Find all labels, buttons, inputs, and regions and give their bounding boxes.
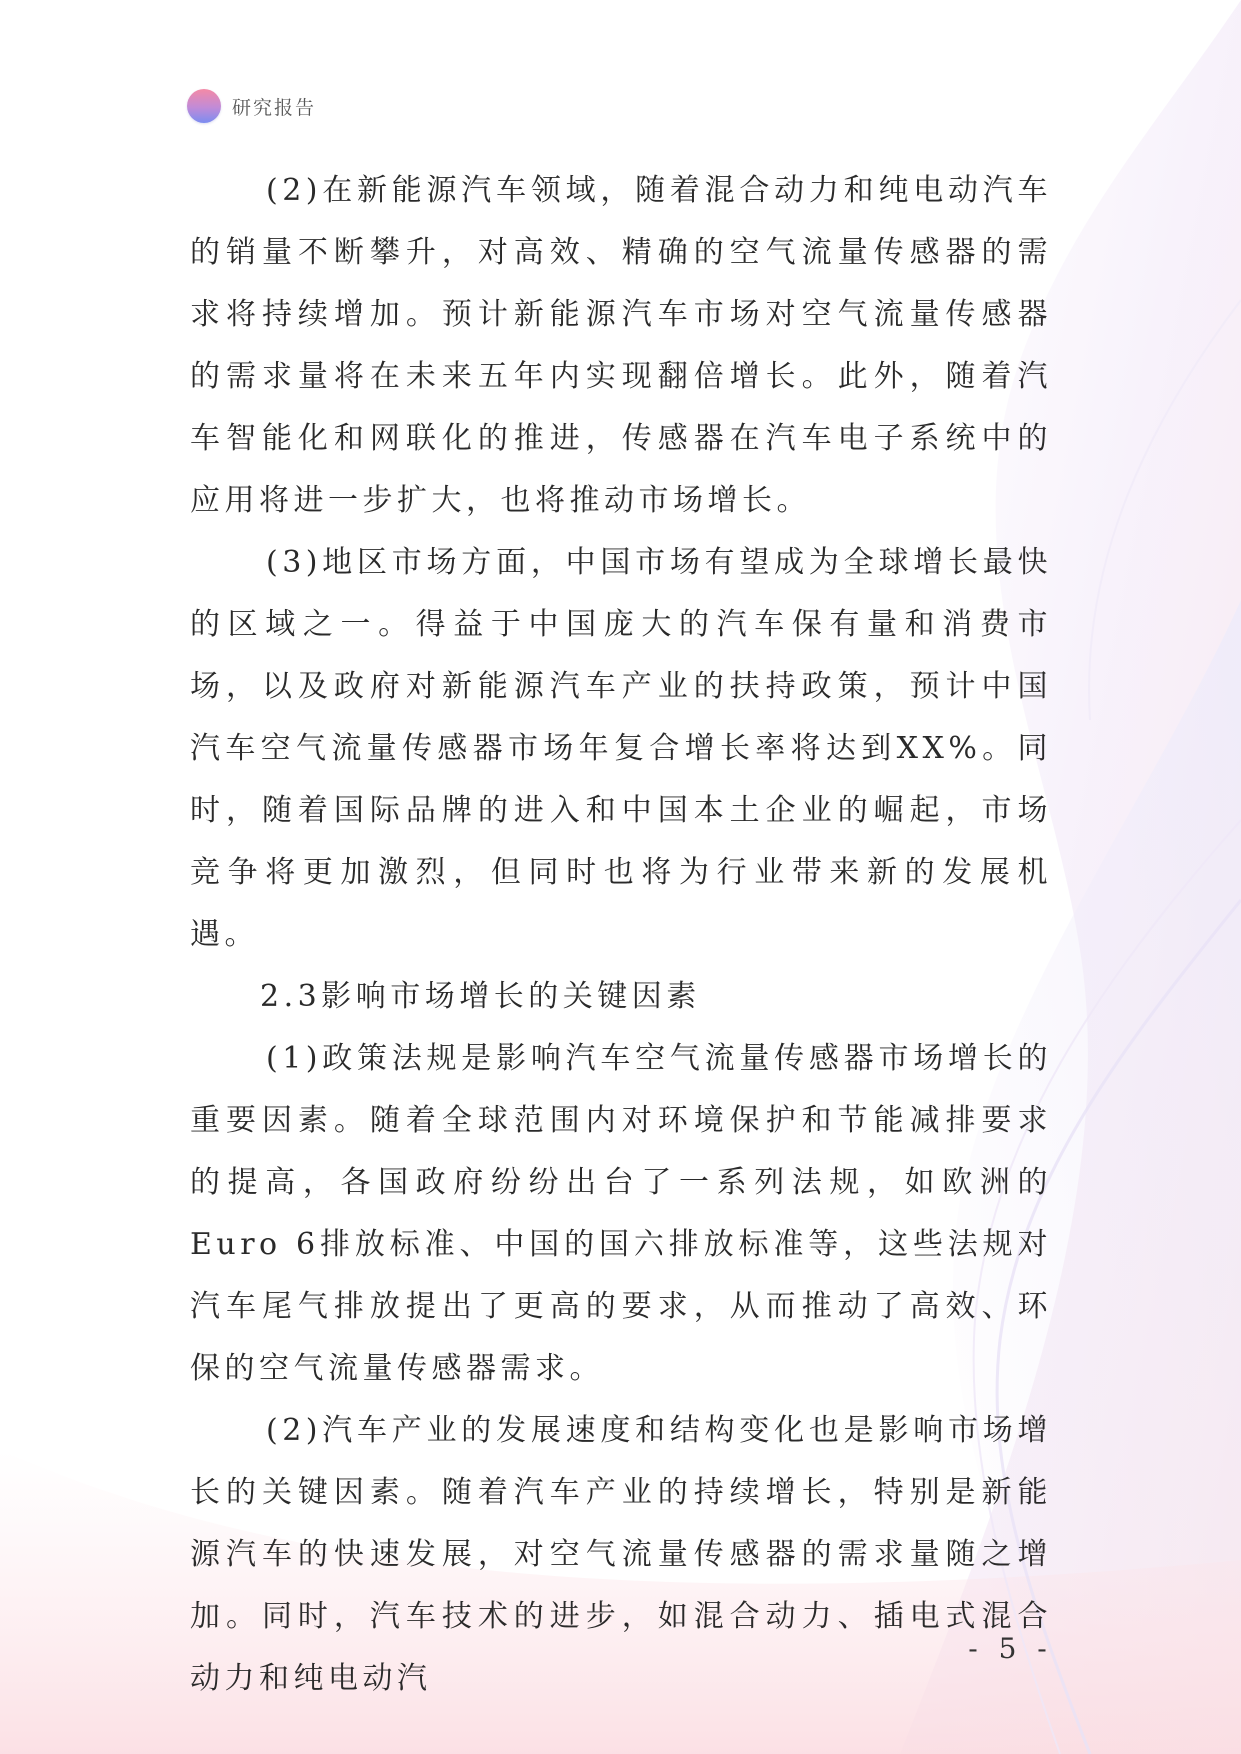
paragraph-new-energy-demand: (2)在新能源汽车领域，随着混合动力和纯电动汽车的销量不断攀升，对高效、精确的空气流量传感器的需求将持续增加。预计新能源汽车市场对空气流量传感器的需求量将在未来五年内实现翻倍增长。此外，随着汽车智能化和网联化的推进，传感器在汽车电子系统中的应用将进一步扩大，也将推动市场增长。 [190,173,1052,518]
page-number: - 5 - [968,1632,1053,1665]
section-heading-key-factors: 2.3影响市场增长的关键因素 [260,979,701,1014]
header-title: 研究报告 [232,96,317,119]
document-body [190,160,1052,1710]
paragraph-industry-development: (2)汽车产业的发展速度和结构变化也是影响市场增长的关键因素。随着汽车产业的持续增长，特别是新能源汽车的快速发展，对空气流量传感器的需求量随之增加。同时，汽车技术的进步，如混合动力、插电式混合动力和纯电动汽 [190,1413,1052,1696]
gradient-circle-logo-icon [187,89,221,123]
paragraph-regional-market: (3)地区市场方面，中国市场有望成为全球增长最快的区域之一。得益于中国庞大的汽车保有量和消费市场，以及政府对新能源汽车产业的扶持政策，预计中国汽车空气流量传感器市场年复合增长率将达到XX%。同时，随着国际品牌的进入和中国本土企业的崛起，市场竞争将更加激烈，但同时也将为行业带来新的发展机遇。 [190,545,1052,952]
paragraph-policy-regulation: (1)政策法规是影响汽车空气流量传感器市场增长的重要因素。随着全球范围内对环境保护和节能减排要求的提高，各国政府纷纷出台了一系列法规，如欧洲的Euro 6排放标准、中国的国六排放标准等，这些法规对汽车尾气排放提出了更高的要求，从而推动了高效、环保的空气流量传感器需求。 [190,1041,1052,1386]
report-header [187,88,316,124]
